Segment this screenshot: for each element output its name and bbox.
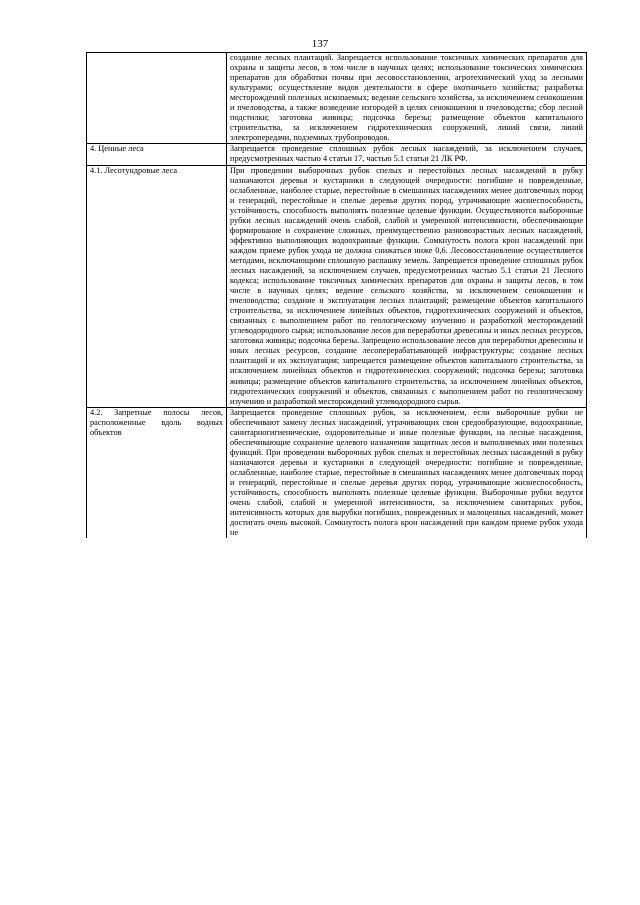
forest-category-cell: 4. Ценные леса xyxy=(87,144,227,165)
forest-category-cell: 4.2. Запретные полосы лесов, расположенные вдоль водных объектов xyxy=(87,407,227,538)
regulation-text-cell: создание лесных плантаций. Запрещается использование токсичных химических препаратов для охраны и защиты лесов, в том числе в научных целях; использование токсических химических препаратов для обработки почвы при лесовосстановлении, агротехнический уход за лесными культурами; осуществление видов деятельности в сфере охотничьего хозяйства; разработка месторождений полезных ископаемых; ведение сельского хозяйства, за исключением сенокошения и пчеловодства, а также возведение изгородей в целях сенокошения и пчеловодства; сбор лесной подстилки; заготовка живицы; подсочка березы; размещение объектов капитального строительства, за исключением гидротехнических сооружений, линий связи, линий электропередачи, подземных трубопроводов. xyxy=(227,53,587,144)
forest-category-cell xyxy=(87,53,227,144)
forest-regulations-table xyxy=(86,52,587,538)
regulation-text-cell: Запрещается проведение сплошных рубок лесных насаждений, за исключением случаев, предусмотренных частью 4 статьи 17, частью 5.1 статьи 21 ЛК РФ. xyxy=(227,144,587,165)
table-row xyxy=(87,144,587,165)
table-row xyxy=(87,407,587,538)
regulation-text-cell: Запрещается проведение сплошных рубок, за исключением, если выборочные рубки не обеспечивают замену лесных насаждений, утрачивающих свои средообразующие, водоохранные, санитарногигиенические, оздоровительные и иные полезные функции, на лесные насаждения, обеспечивающие сохранение целевого назначения защитных лесов и выполняемых ими полезных функций. При проведении выборочных рубок спелых и перестойных лесных насаждений в рубку назначаются деревья и кустарники в следующей очередности: погибшие и поврежденные, ослабленные, наиболее старые, перестойные в смешанных насаждениях менее долговечных пород и генераций, перестойные и спелые деревья других пород, утрачивающие жизнеспособность, устойчивость, способность выполнять полезные целевые функции. Выборочные рубки ведутся очень слабой, слабой и умеренной интенсивности, за исключением санитарных рубок, интенсивность которых для вырубки погибших, поврежденных и малоценных насаждений, может достигать очень высокой. Сомкнутость полога крон насаждений при каждом приеме рубок ухода не xyxy=(227,407,587,538)
forest-category-cell: 4.1. Лесотундровые леса xyxy=(87,165,227,407)
table-row xyxy=(87,165,587,407)
page-number: 137 xyxy=(311,38,329,50)
regulation-text-cell: При проведении выборочных рубок спелых и перестойных лесных насаждений в рубку назначаются деревья и кустарники в следующей очередности: погибшие и поврежденные, ослабленные, наиболее старые, перестойные в смешанных насаждениях менее долговечных пород и генераций, перестойные и спелые деревья других пород, утрачивающие жизнеспособность, устойчивость, способность выполнять полезные целевые функции. Осуществляются выборочные рубки лесных насаждений очень слабой, слабой и умеренной интенсивности, обеспечивающие формирование и сохранение сложных, преимущественно разновозрастных лесных насаждений, эффективно выполняющих водоохранные функции. Сомкнутость полога крон насаждений при каждом приеме рубок ухода не должна снижаться ниже 0,6. Лесовосстановление осуществляется методами, исключающими сплошную распашку земель. Запрещается проведение сплошных рубок лесных насаждений, за исключением случаев, предусмотренных частью 5.1 статьи 21 Лесного кодекса; использование токсичных химических препаратов для охраны и защиты лесов, в том числе в научных целях; ведение сельского хозяйства, за исключением сенокошения и пчеловодства; создание и эксплуатация лесных плантаций; размещение объектов капитального строительства, за исключением линейных объектов, гидротехнических сооружений и объектов, связанных с выполнением работ по геологическому изучению и разработкой месторождений углеводородного сырья; использование лесов для переработки древесины и иных лесных ресурсов, заготовка живицы; подсочка березы. Запрещено использование лесов для переработки древесины и иных лесных ресурсов, создание лесоперерабатывающей инфраструктуры; создание лесных плантаций и их эксплуатация; запрещается размещение объектов капитального строительства, за исключением линейных объектов и гидротехнических сооружений; подсочка березы; заготовка живицы; размещение объектов капитального строительства, за исключением линейных объектов, гидротехнических сооружений и объектов, связанных с выполнением работ по геологическому изучению и разработкой месторождений углеводородного сырья. xyxy=(227,165,587,407)
table-row xyxy=(87,53,587,144)
